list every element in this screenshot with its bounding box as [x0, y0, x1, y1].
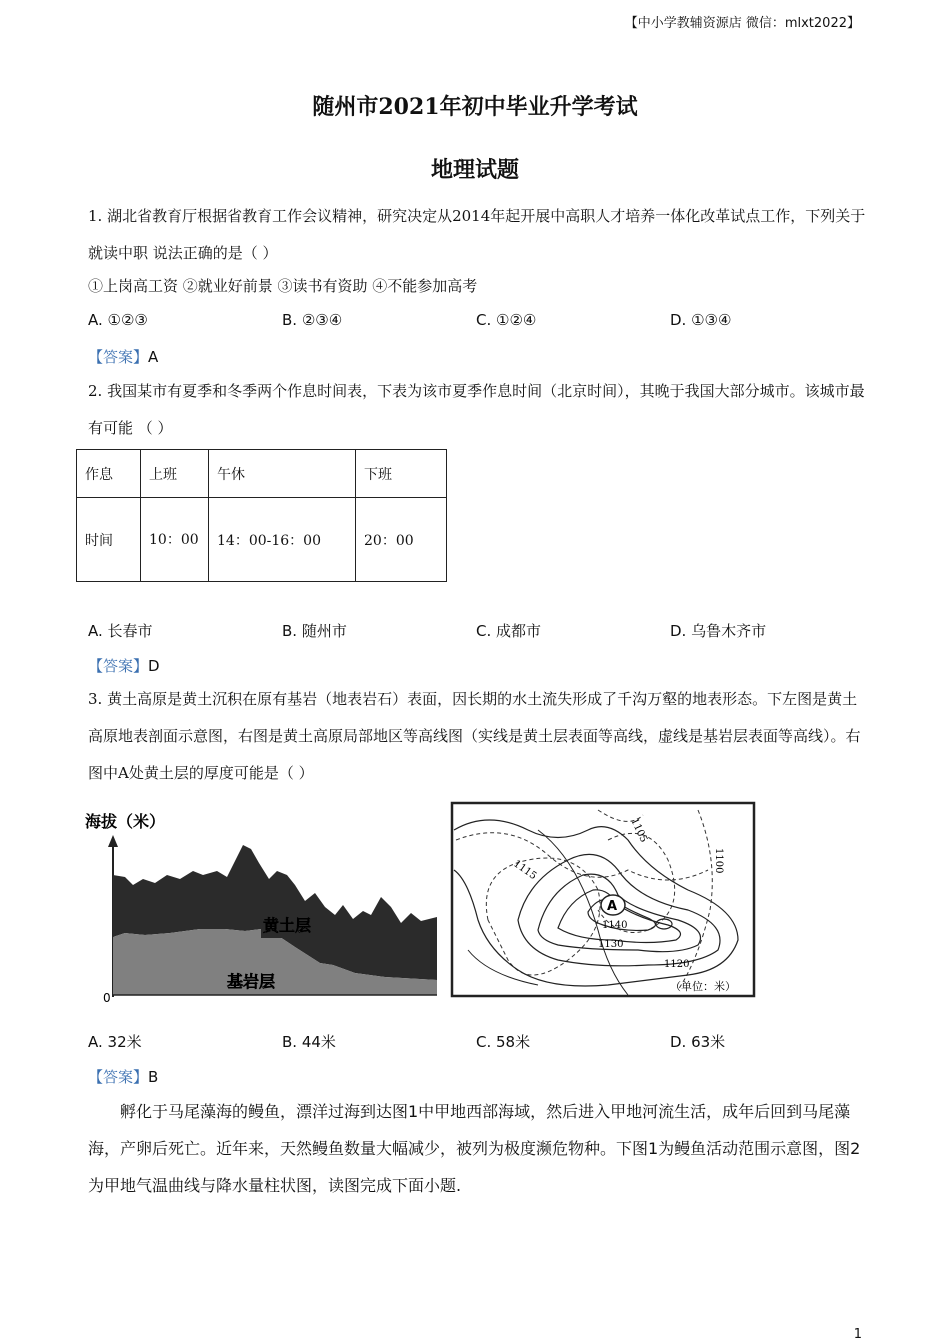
- table-cell: 20：00: [356, 498, 447, 582]
- table-cell: 上班: [141, 450, 209, 498]
- schedule-table: [76, 449, 447, 582]
- loess-profile-figure: [85, 805, 443, 1005]
- q2-option-c: C. 成都市: [476, 622, 542, 640]
- q2-options: [88, 620, 868, 644]
- contour-label: 1100: [713, 848, 724, 874]
- answer-label: 【答案】: [88, 348, 149, 366]
- exam-subtitle: 地理试题: [430, 157, 519, 183]
- point-a-label: A: [607, 899, 618, 914]
- answer-label: 【答案】: [88, 1068, 149, 1086]
- map-unit-label: （单位：米）: [670, 980, 736, 993]
- q2-option-d: D. 乌鲁木齐市: [670, 622, 767, 640]
- q1-stem: 1. 湖北省教育厅根据省教育工作会议精神，研究决定从2014年起开展中高职人才培养一体化改革试点工作，下列关于就读中职 说法正确的是（ ）: [88, 207, 866, 262]
- q3-option-c: C. 58米: [476, 1033, 531, 1051]
- table-cell: 下班: [356, 450, 447, 498]
- answer-value: D: [148, 657, 160, 675]
- profile-ylabel: 海拔（米）: [85, 812, 166, 831]
- table-header-row: [77, 450, 447, 498]
- bedrock-label: 基岩层: [227, 972, 276, 991]
- q2-option-a: A. 长春市: [88, 622, 153, 640]
- table-cell: 作息: [77, 450, 141, 498]
- q2-answer: [88, 655, 160, 676]
- table-cell: 14：00-16：00: [209, 498, 356, 582]
- q2-stem: 2. 我国某市有夏季和冬季两个作息时间表，下表为该市夏季作息时间（北京时间），其晚于我国大部分城市。该城市最有可能 （ ）: [88, 382, 865, 437]
- q1-choices: ①上岗高工资 ②就业好前景 ③读书有资助 ④不能参加高考: [88, 277, 478, 295]
- q3-options: [88, 1031, 868, 1055]
- q2-option-b: B. 随州市: [282, 622, 347, 640]
- q1-option-c: C. ①②④: [476, 311, 537, 329]
- contour-map-figure: [448, 800, 758, 1000]
- origin-label: 0: [103, 991, 111, 1005]
- contour-label: 1115: [511, 858, 539, 883]
- exam-title: 随州市2021年初中毕业升学考试: [312, 94, 638, 120]
- table-cell: 午休: [209, 450, 356, 498]
- table-cell: 时间: [77, 498, 141, 582]
- eel-passage: 孵化于马尾藻海的鳗鱼，漂洋过海到达图1中甲地西部海域，然后进入甲地河流生活，成年后回到马尾藻海，产卵后死亡。近年来，天然鳗鱼数量大幅减少，被列为极度濒危物种。下图1为鳗鱼活动范围示意图，图2为甲地气温曲线与降水量柱状图，读图完成下面小题.: [88, 1102, 861, 1195]
- q3-option-b: B. 44米: [282, 1033, 336, 1051]
- table-row: [77, 498, 447, 582]
- loess-label: 黄土层: [263, 916, 312, 935]
- page-header: 【中小学教辅资源店 微信：mlxt2022】: [624, 16, 860, 31]
- q3-option-a: A. 32米: [88, 1033, 142, 1051]
- y-axis-arrow: [108, 835, 118, 847]
- q1-answer: [88, 346, 158, 367]
- contour-label: 1120: [664, 959, 690, 970]
- contour-label: 1140: [602, 920, 628, 931]
- q3-stem: 3. 黄土高原是黄土沉积在原有基岩（地表岩石）表面，因长期的水土流失形成了千沟万壑的地表形态。下左图是黄土高原地表剖面示意图，右图是黄土高原局部地区等高线图（实线是黄土层表面等高线，虚线是基岩层表面等高线）。右图中A处黄土层的厚度可能是（ ）: [88, 690, 861, 782]
- answer-value: A: [148, 348, 159, 366]
- q3-answer: [88, 1066, 158, 1087]
- contour-label: 1130: [598, 939, 624, 950]
- table-cell: 10：00: [141, 498, 209, 582]
- q3-option-d: D. 63米: [670, 1033, 726, 1051]
- page-number: 1: [853, 1327, 862, 1342]
- q1-option-d: D. ①③④: [670, 311, 732, 329]
- answer-label: 【答案】: [88, 657, 149, 675]
- contour-label: 1105: [628, 816, 650, 845]
- q1-option-a: A. ①②③: [88, 311, 148, 329]
- answer-value: B: [148, 1068, 159, 1086]
- q1-options: [88, 311, 868, 335]
- q1-option-b: B. ②③④: [282, 311, 343, 329]
